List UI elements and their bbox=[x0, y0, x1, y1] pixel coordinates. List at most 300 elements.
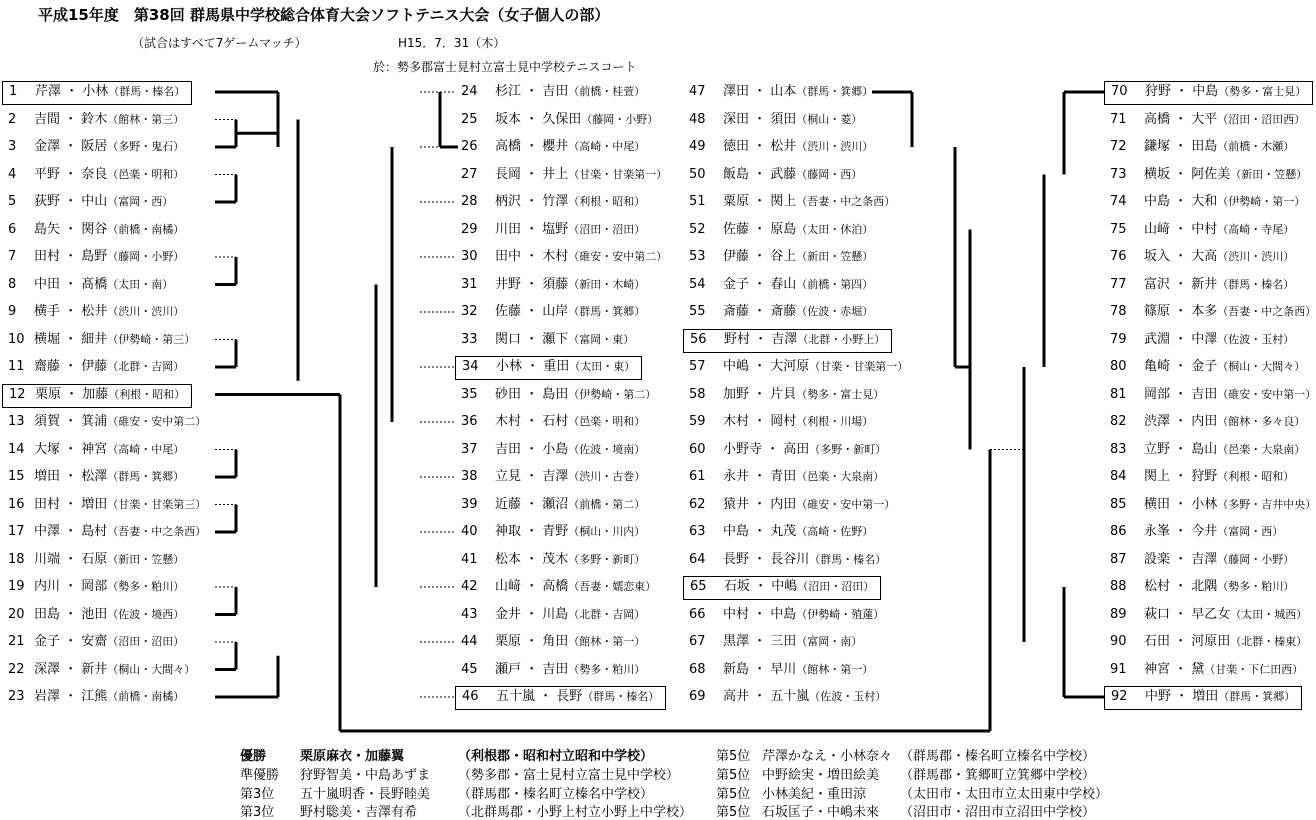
entry-affiliation: （佐波・境西） bbox=[107, 607, 185, 621]
entry-10 bbox=[8, 329, 195, 351]
entry-names: 柄沢 ・ 竹澤 bbox=[495, 194, 569, 209]
entry-number: 17 bbox=[8, 524, 25, 539]
entry-number: 90 bbox=[1110, 634, 1127, 649]
entry-number: 1 bbox=[9, 84, 18, 99]
entry-affiliation: （甘楽・甘楽第一） bbox=[568, 167, 668, 181]
entry-18 bbox=[8, 549, 184, 571]
entry-91 bbox=[1110, 659, 1303, 681]
entry-number: 20 bbox=[8, 606, 25, 622]
entry-number: 22 bbox=[8, 661, 25, 677]
entry-number: 62 bbox=[689, 496, 706, 512]
runner-up-names: 狩野智美・中島あずま bbox=[300, 768, 431, 783]
entry-56 bbox=[683, 329, 892, 353]
entry-77 bbox=[1110, 274, 1294, 296]
entry-names: 横坂 ・ 阿佐美 bbox=[1144, 166, 1231, 182]
entry-67 bbox=[689, 631, 862, 653]
entry-affiliation: （前橋・木瀬） bbox=[1217, 140, 1295, 153]
entry-names: 吉間 ・ 鈴木 bbox=[34, 111, 108, 127]
entry-affiliation: （太田・休泊） bbox=[796, 222, 874, 236]
entry-names: 粟原 ・ 関上 bbox=[723, 194, 797, 209]
winner-names: 栗原麻衣・加藤翼 bbox=[300, 749, 405, 764]
entry-55 bbox=[689, 301, 873, 323]
entry-affiliation: （碓安・安中第二） bbox=[107, 415, 207, 428]
entry-27 bbox=[461, 164, 667, 186]
entry-affiliation: （太田・東） bbox=[569, 360, 636, 373]
entry-names: 小野寺 ・ 高田 bbox=[723, 441, 810, 457]
entry-74 bbox=[1110, 191, 1305, 213]
entry-names: 横手 ・ 松井 bbox=[34, 304, 108, 319]
entry-affiliation: （勢多・粕川） bbox=[1217, 580, 1295, 593]
entry-affiliation: （沼田・沼田西） bbox=[1217, 112, 1306, 126]
entry-number: 67 bbox=[689, 634, 706, 649]
entry-42 bbox=[461, 576, 656, 598]
entry-affiliation: （藤岡・小野） bbox=[1217, 552, 1295, 566]
entry-affiliation: （前橋・南橘） bbox=[107, 690, 185, 703]
entry-names: 中島 ・ 丸茂 bbox=[723, 524, 797, 539]
entry-names: 横堀 ・ 細井 bbox=[34, 331, 108, 347]
entry-36 bbox=[461, 411, 645, 433]
entry-54 bbox=[689, 274, 873, 296]
entry-names: 深澤 ・ 新井 bbox=[34, 661, 108, 677]
entry-number: 10 bbox=[8, 331, 25, 347]
fifth-rank-3: 第5位 bbox=[716, 787, 751, 802]
entry-44 bbox=[461, 631, 645, 653]
entry-names: 平野 ・ 奈良 bbox=[34, 166, 108, 182]
entry-names: 岩澤 ・ 江熊 bbox=[34, 689, 108, 704]
entry-number: 57 bbox=[689, 359, 706, 374]
entry-number: 82 bbox=[1110, 414, 1127, 429]
entry-names: 松本 ・ 茂木 bbox=[495, 551, 569, 567]
entry-names: 芹澤 ・ 小林 bbox=[35, 84, 109, 99]
third-names-2: 野村聡美・吉澤有希 bbox=[300, 805, 418, 820]
entry-number: 6 bbox=[8, 221, 17, 237]
entry-number: 5 bbox=[8, 194, 17, 209]
entry-names: 松村 ・ 北隅 bbox=[1144, 579, 1218, 594]
entry-number: 76 bbox=[1110, 249, 1127, 264]
entry-23 bbox=[8, 686, 184, 708]
entry-84 bbox=[1110, 466, 1294, 488]
entry-number: 52 bbox=[689, 221, 706, 237]
entry-affiliation: （桐山・菱） bbox=[796, 112, 863, 126]
entry-names: 栗原 ・ 角田 bbox=[495, 634, 569, 649]
entry-1 bbox=[2, 81, 192, 105]
entry-affiliation: （高崎・中尾） bbox=[568, 140, 646, 153]
entry-number: 7 bbox=[8, 249, 17, 264]
fifth-school-2: （群馬郡・箕郷町立箕郷中学校） bbox=[900, 768, 1096, 783]
entry-affiliation: （北群・榛東） bbox=[1230, 635, 1308, 648]
entry-number: 61 bbox=[689, 469, 706, 484]
entry-number: 19 bbox=[8, 579, 25, 594]
entry-affiliation: （北群・小野上） bbox=[797, 332, 886, 346]
entry-affiliation: （群馬・榛名） bbox=[108, 85, 186, 98]
entry-names: 木村 ・ 石村 bbox=[495, 414, 569, 429]
entry-affiliation: （群馬・榛名） bbox=[582, 690, 660, 703]
fifth-names-1: 芹澤かなえ・小林奈々 bbox=[762, 749, 893, 764]
entry-affiliation: （勢多・富士見） bbox=[1218, 85, 1307, 98]
entry-names: 高井 ・ 五十嵐 bbox=[723, 689, 810, 704]
entry-21 bbox=[8, 631, 184, 653]
entry-34 bbox=[455, 356, 642, 380]
entry-names: 田中 ・ 木村 bbox=[495, 249, 569, 264]
entry-names: 亀崎 ・ 金子 bbox=[1144, 359, 1218, 374]
entry-86 bbox=[1110, 521, 1283, 543]
entry-names: 木村 ・ 岡村 bbox=[723, 414, 797, 429]
entry-names: 篠原 ・ 本多 bbox=[1144, 304, 1218, 319]
entry-names: 石坂 ・ 中嶋 bbox=[724, 579, 798, 594]
entry-number: 53 bbox=[689, 249, 706, 264]
entry-number: 69 bbox=[689, 689, 706, 704]
entry-affiliation: （新田・笠懸） bbox=[107, 552, 185, 566]
third-rank-1: 第3位 bbox=[240, 787, 275, 802]
entry-affiliation: （勢多・富士見） bbox=[796, 387, 885, 401]
third-rank-2: 第3位 bbox=[240, 805, 275, 820]
entry-affiliation: （沼田・沼田） bbox=[797, 580, 875, 593]
fifth-names-2: 中野絵実・増田絵美 bbox=[762, 768, 880, 783]
entry-names: 金子 ・ 安齋 bbox=[34, 634, 108, 649]
entry-19 bbox=[8, 576, 184, 598]
entry-names: 川田 ・ 塩野 bbox=[495, 221, 569, 237]
entry-affiliation: （邑楽・大泉南） bbox=[1217, 442, 1306, 456]
entry-names: 萩口 ・ 早乙女 bbox=[1144, 606, 1231, 622]
entry-number: 12 bbox=[9, 386, 26, 402]
entry-names: 砂田 ・ 島田 bbox=[495, 386, 569, 402]
entry-12 bbox=[2, 384, 192, 408]
entry-names: 野村 ・ 吉澤 bbox=[724, 331, 798, 347]
entry-affiliation: （高崎・佐野） bbox=[796, 525, 874, 538]
entry-affiliation: （碓安・安中第一） bbox=[1217, 387, 1316, 401]
entry-names: 猿井 ・ 内田 bbox=[723, 496, 797, 512]
entry-number: 24 bbox=[461, 84, 478, 99]
entry-number: 91 bbox=[1110, 661, 1127, 677]
entry-names: 鎌塚 ・ 田島 bbox=[1144, 139, 1218, 154]
entry-names: 中田 ・ 髙橋 bbox=[34, 276, 108, 292]
entry-affiliation: （藤岡・西） bbox=[796, 167, 863, 181]
entry-affiliation: （多野・新町） bbox=[568, 552, 646, 566]
entry-names: 渋澤 ・ 内田 bbox=[1144, 414, 1218, 429]
entry-number: 70 bbox=[1111, 84, 1128, 99]
entry-names: 横田 ・ 小林 bbox=[1144, 496, 1218, 512]
entry-3 bbox=[8, 136, 184, 158]
entry-89 bbox=[1110, 604, 1307, 626]
entry-names: 金子 ・ 春山 bbox=[723, 276, 797, 292]
entry-names: 中村 ・ 中島 bbox=[723, 606, 797, 622]
entry-number: 77 bbox=[1110, 276, 1127, 292]
entry-affiliation: （佐波・玉村） bbox=[809, 690, 887, 703]
entry-46 bbox=[455, 686, 666, 710]
date-note: H15．7．31（木） bbox=[398, 36, 506, 50]
entry-names: 坂入 ・ 大高 bbox=[1144, 249, 1218, 264]
entry-names: 石田 ・ 河原田 bbox=[1144, 634, 1231, 649]
entry-number: 2 bbox=[8, 111, 17, 127]
entry-affiliation: （桐山・川内） bbox=[568, 525, 646, 538]
entry-38 bbox=[461, 466, 645, 488]
entry-names: 近藤 ・ 瀬沼 bbox=[495, 496, 569, 512]
entry-16 bbox=[8, 494, 206, 516]
entry-affiliation: （群馬・箕郷） bbox=[568, 305, 646, 318]
entry-affiliation: （藤岡・小野） bbox=[581, 112, 659, 126]
entry-number: 23 bbox=[8, 689, 25, 704]
entry-affiliation: （前橋・桂萱） bbox=[568, 85, 646, 98]
entry-names: 田島 ・ 池田 bbox=[34, 606, 108, 622]
entry-number: 13 bbox=[8, 414, 25, 429]
entry-71 bbox=[1110, 109, 1305, 131]
runner-up-school: （勢多郡・富士見村立富士見中学校） bbox=[458, 768, 680, 783]
entry-affiliation: （新田・笠懸） bbox=[1230, 167, 1308, 181]
entry-names: 永峯 ・ 今井 bbox=[1144, 524, 1218, 539]
winner-rank: 優勝 bbox=[240, 749, 267, 764]
entry-87 bbox=[1110, 549, 1294, 571]
entry-names: 坂本 ・ 久保田 bbox=[495, 111, 582, 127]
entry-number: 44 bbox=[461, 634, 478, 649]
entry-names: 栗原 ・ 加藤 bbox=[35, 386, 109, 402]
entry-number: 34 bbox=[462, 359, 479, 374]
entry-names: 富沢 ・ 新井 bbox=[1144, 276, 1218, 292]
entry-68 bbox=[689, 659, 873, 681]
entry-affiliation: （富岡・東） bbox=[568, 332, 635, 346]
entry-number: 65 bbox=[690, 579, 707, 594]
entry-40 bbox=[461, 521, 645, 543]
entry-affiliation: （前橋・第二） bbox=[568, 497, 646, 511]
entry-24 bbox=[461, 81, 645, 103]
entry-number: 31 bbox=[461, 276, 478, 292]
entry-affiliation: （多野・鬼石） bbox=[107, 140, 185, 153]
entry-number: 81 bbox=[1110, 386, 1127, 402]
entry-affiliation: （新田・木崎） bbox=[568, 277, 646, 291]
entry-number: 46 bbox=[462, 689, 479, 704]
entry-59 bbox=[689, 411, 873, 433]
entry-affiliation: （北群・吉岡） bbox=[107, 360, 185, 373]
entry-number: 66 bbox=[689, 606, 706, 622]
entry-62 bbox=[689, 494, 895, 516]
entry-affiliation: （高崎・中尾） bbox=[107, 442, 185, 456]
entry-names: 佐藤 ・ 山岸 bbox=[495, 304, 569, 319]
entry-number: 48 bbox=[689, 111, 706, 127]
entry-39 bbox=[461, 494, 645, 516]
entry-number: 59 bbox=[689, 414, 706, 429]
entry-number: 63 bbox=[689, 524, 706, 539]
entry-49 bbox=[689, 136, 873, 158]
entry-affiliation: （佐波・玉村） bbox=[1217, 332, 1295, 346]
entry-affiliation: （富岡・南） bbox=[796, 635, 863, 648]
entry-30 bbox=[461, 246, 667, 268]
entry-7 bbox=[8, 246, 184, 268]
entry-60 bbox=[689, 439, 886, 461]
entry-78 bbox=[1110, 301, 1316, 323]
entry-names: 神宮 ・ 黛 bbox=[1144, 661, 1205, 677]
entry-number: 43 bbox=[461, 606, 478, 622]
entry-number: 92 bbox=[1111, 689, 1128, 704]
entry-names: 関口 ・ 瀬下 bbox=[495, 331, 569, 347]
entry-names: 狩野 ・ 中島 bbox=[1145, 84, 1219, 99]
entry-names: 齋藤 ・ 伊藤 bbox=[34, 359, 108, 374]
entry-47 bbox=[689, 81, 873, 103]
entry-affiliation: （邑楽・明和） bbox=[568, 415, 646, 428]
entry-names: 新島 ・ 早川 bbox=[723, 661, 797, 677]
entry-affiliation: （群馬・箕郷） bbox=[107, 470, 185, 483]
entry-affiliation: （富岡・西） bbox=[1217, 525, 1284, 538]
entry-names: 山﨑 ・ 高橋 bbox=[495, 579, 569, 594]
entry-number: 47 bbox=[689, 84, 706, 99]
entry-number: 18 bbox=[8, 551, 25, 567]
third-school-1: （群馬郡・榛名町立榛名中学校） bbox=[458, 787, 654, 802]
entry-affiliation: （渋川・古巻） bbox=[568, 470, 646, 483]
entry-names: 川端 ・ 石原 bbox=[34, 551, 108, 567]
entry-affiliation: （吾妻・中之条西） bbox=[107, 525, 207, 538]
winner-school: （利根郡・昭和村立昭和中学校） bbox=[458, 749, 654, 764]
fifth-names-3: 小林美紀・重田涼 bbox=[762, 787, 867, 802]
entry-11 bbox=[8, 356, 184, 378]
entry-number: 8 bbox=[8, 276, 17, 292]
entry-9 bbox=[8, 301, 184, 323]
entry-15 bbox=[8, 466, 184, 488]
entry-names: 長野 ・ 長谷川 bbox=[723, 551, 810, 567]
entry-number: 45 bbox=[461, 661, 478, 677]
entry-48 bbox=[689, 109, 862, 131]
entry-number: 30 bbox=[461, 249, 478, 264]
entry-number: 68 bbox=[689, 661, 706, 677]
entry-affiliation: （勢多・粕川） bbox=[107, 580, 185, 593]
entry-names: 斎藤 ・ 斎藤 bbox=[723, 304, 797, 319]
entry-affiliation: （館林・第三） bbox=[107, 112, 185, 126]
entry-affiliation: （藤岡・小野） bbox=[107, 250, 185, 263]
entry-names: 設楽 ・ 吉澤 bbox=[1144, 551, 1218, 567]
entry-number: 40 bbox=[461, 524, 478, 539]
entry-76 bbox=[1110, 246, 1294, 268]
entry-affiliation: （勢多・粕川） bbox=[568, 662, 646, 676]
entry-8 bbox=[8, 274, 173, 296]
entry-number: 75 bbox=[1110, 221, 1127, 237]
fifth-names-4: 石坂匡子・中嶋未來 bbox=[762, 805, 880, 820]
entry-number: 27 bbox=[461, 166, 478, 182]
entry-affiliation: （前橋・第四） bbox=[796, 277, 874, 291]
entry-79 bbox=[1110, 329, 1294, 351]
entry-affiliation: （利根・昭和） bbox=[108, 387, 186, 401]
entry-names: 深田 ・ 須田 bbox=[723, 111, 797, 127]
entry-37 bbox=[461, 439, 645, 461]
entry-85 bbox=[1110, 494, 1316, 516]
entry-61 bbox=[689, 466, 884, 488]
entry-26 bbox=[461, 136, 645, 158]
entry-affiliation: （碓安・安中第一） bbox=[796, 497, 896, 511]
entry-65 bbox=[683, 576, 881, 600]
entry-number: 88 bbox=[1110, 579, 1127, 594]
entry-affiliation: （桐山・大間々） bbox=[1217, 360, 1306, 373]
entry-90 bbox=[1110, 631, 1307, 653]
entry-75 bbox=[1110, 219, 1294, 241]
entry-names: 田村 ・ 増田 bbox=[34, 496, 108, 512]
entry-number: 16 bbox=[8, 496, 25, 512]
entry-affiliation: （渋川・渋川） bbox=[796, 140, 874, 153]
entry-affiliation: （新田・笠懸） bbox=[796, 250, 874, 263]
page-title: 平成15年度 第38回 群馬県中学校総合体育大会ソフトテニス大会（女子個人の部） bbox=[38, 6, 610, 24]
entry-80 bbox=[1110, 356, 1305, 378]
entry-names: 高橋 ・ 大平 bbox=[1144, 111, 1218, 127]
entry-affiliation: （多野・吉井中央） bbox=[1217, 497, 1316, 511]
entry-number: 49 bbox=[689, 139, 706, 154]
entry-number: 35 bbox=[461, 386, 478, 402]
entry-13 bbox=[8, 411, 206, 433]
entry-number: 51 bbox=[689, 194, 706, 209]
entry-affiliation: （渋川・渋川） bbox=[107, 305, 185, 318]
entry-88 bbox=[1110, 576, 1294, 598]
entry-25 bbox=[461, 109, 658, 131]
fifth-rank-4: 第5位 bbox=[716, 805, 751, 820]
entry-31 bbox=[461, 274, 645, 296]
entry-number: 79 bbox=[1110, 331, 1127, 347]
entry-affiliation: （渋川・渋川） bbox=[1217, 250, 1295, 263]
entry-51 bbox=[689, 191, 895, 213]
entry-affiliation: （富岡・西） bbox=[107, 195, 174, 208]
entry-affiliation: （沼田・沼田） bbox=[107, 635, 185, 648]
fifth-school-1: （群馬郡・榛名町立榛名中学校） bbox=[900, 749, 1096, 764]
entry-names: 高橋 ・ 櫻井 bbox=[495, 139, 569, 154]
entry-names: 佐藤 ・ 原島 bbox=[723, 221, 797, 237]
entry-affiliation: （邑楽・大泉南） bbox=[796, 470, 885, 483]
entry-affiliation: （群馬・榛名） bbox=[809, 552, 887, 566]
entry-5 bbox=[8, 191, 173, 213]
entry-names: 永井 ・ 青田 bbox=[723, 469, 797, 484]
entry-number: 85 bbox=[1110, 496, 1127, 512]
match-format-note: （試合はすべて7ゲームマッチ） bbox=[132, 36, 307, 50]
entry-number: 36 bbox=[461, 414, 478, 429]
entry-number: 72 bbox=[1110, 139, 1127, 154]
entry-number: 3 bbox=[8, 139, 17, 154]
entry-43 bbox=[461, 604, 645, 626]
entry-35 bbox=[461, 384, 656, 406]
entry-number: 60 bbox=[689, 441, 706, 457]
entry-affiliation: （群馬・榛名） bbox=[1217, 277, 1295, 291]
entry-names: 五十嵐 ・ 長野 bbox=[496, 689, 583, 704]
entry-names: 飯島 ・ 武藤 bbox=[723, 166, 797, 182]
entry-names: 内川 ・ 岡部 bbox=[34, 579, 108, 594]
entry-number: 87 bbox=[1110, 551, 1127, 567]
entry-names: 吉田 ・ 小島 bbox=[495, 441, 569, 457]
entry-number: 78 bbox=[1110, 304, 1127, 319]
entry-45 bbox=[461, 659, 645, 681]
entry-affiliation: （多野・新町） bbox=[809, 442, 887, 456]
entry-number: 83 bbox=[1110, 441, 1127, 457]
entry-names: 金井 ・ 川島 bbox=[495, 606, 569, 622]
entry-92 bbox=[1104, 686, 1302, 710]
entry-affiliation: （佐波・赤堀） bbox=[796, 305, 874, 318]
entry-affiliation: （館林・多々良） bbox=[1217, 415, 1306, 428]
entry-6 bbox=[8, 219, 184, 241]
entry-number: 64 bbox=[689, 551, 706, 567]
third-school-2: （北群馬郡・小野上村立小野上中学校） bbox=[458, 805, 693, 820]
entry-29 bbox=[461, 219, 645, 241]
entry-affiliation: （太田・城西） bbox=[1230, 607, 1308, 621]
entry-number: 41 bbox=[461, 551, 478, 567]
venue-note: 於：勢多郡富士見村立富士見中学校テニスコート bbox=[373, 60, 637, 74]
entry-affiliation: （館林・第一） bbox=[568, 635, 646, 648]
entry-number: 26 bbox=[461, 139, 478, 154]
entry-69 bbox=[689, 686, 886, 708]
entry-affiliation: （甘楽・下仁田西） bbox=[1204, 662, 1304, 676]
entry-names: 大塚 ・ 神宮 bbox=[34, 441, 108, 457]
entry-names: 長岡 ・ 井上 bbox=[495, 166, 569, 182]
entry-affiliation: （沼田・沼田） bbox=[568, 222, 646, 236]
entry-affiliation: （伊勢崎・第一） bbox=[1217, 195, 1306, 208]
entry-41 bbox=[461, 549, 645, 571]
entry-names: 徳田 ・ 松井 bbox=[723, 139, 797, 154]
entry-affiliation: （群馬・箕郷） bbox=[796, 85, 874, 98]
entry-affiliation: （前橋・南橘） bbox=[107, 222, 185, 236]
entry-81 bbox=[1110, 384, 1316, 406]
entry-53 bbox=[689, 246, 873, 268]
entry-17 bbox=[8, 521, 206, 543]
fifth-rank-2: 第5位 bbox=[716, 768, 751, 783]
entry-names: 黒澤 ・ 三田 bbox=[723, 634, 797, 649]
